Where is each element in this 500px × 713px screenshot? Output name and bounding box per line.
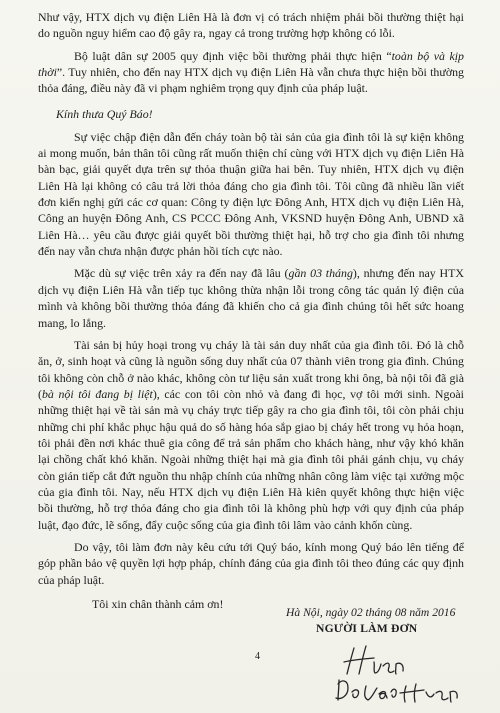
civil-code-text-a: Bộ luật dân sự 2005 quy định việc bồi thường phải thực hiện “	[74, 48, 392, 63]
paragraph-civil-code	[38, 48, 464, 97]
duration-italic: gần 03 tháng	[288, 266, 353, 281]
place-date: Hà Nội, ngày 02 tháng 08 năm 2016	[286, 606, 456, 619]
paragraph-duration	[38, 265, 464, 330]
civil-code-text-b: ”. Tuy nhiên, cho đến nay HTX dịch vụ điện Liên Hà vẫn chưa thực hiện bồi thường thỏa đáng, điều này đã vi phạm nghiêm trọng quy định của pháp luật.	[38, 65, 464, 96]
damages-italic: bà nội tôi đang bị liệt	[41, 386, 153, 401]
thanks-line: Tôi xin chân thành cảm ơn!	[92, 597, 224, 611]
paragraph-liability: Như vậy, HTX dịch vụ điện Liên Hà là đơn vị có trách nhiệm phải bồi thường thiệt hại do nguồn nguy hiểm cao độ gây ra, ngay cả trong trường hợp không có lỗi.	[38, 10, 464, 41]
damages-text-a: Tài sản bị hủy hoại trong vụ cháy là tài sản duy nhất của gia đình tôi. Đó là chỗ ăn, ở, sinh hoạt và cũng là nguồn sống duy nhất của 07 thành viên trong gia đình. Chúng tôi không còn chỗ ở nào khác, không còn tư liệu sản xuất trong khi ông, bà nội tôi đã già (	[38, 337, 464, 401]
greeting: Kính thưa Quý Báo!	[56, 106, 153, 121]
handwritten-signature	[330, 640, 480, 710]
duration-text-b: ), nhưng đến nay HTX dịch vụ điện Liên Hà vẫn tiếp tục không thừa nhận lỗi trong công tác quản lý điện của mình và không bồi thường thỏa đáng đã khiến cho cả gia đình chúng tôi hết sức hoang mang, lo lắng.	[38, 266, 464, 330]
duration-text-a: Mặc dù sự việc trên xảy ra đến nay đã lâu (	[74, 266, 289, 281]
paragraph-request: Do vậy, tôi làm đơn này kêu cứu tới Quý báo, kính mong Quý báo lên tiếng để góp phần bảo vệ quyền lợi hợp pháp, chính đáng của gia đình tôi theo đúng các quy định của pháp luật.	[38, 539, 464, 587]
signer-title: NGƯỜI LÀM ĐƠN	[316, 622, 418, 635]
paragraph-incident: Sự việc chập điện dẫn đến cháy toàn bộ tài sản của gia đình tôi là sự kiện không ai mong muốn, bản thân tôi cũng rất muốn thiện chí cùng với HTX dịch vụ điện Liên Hà bàn bạc, giải quyết dựa trên sự thỏa thuận giữa hai bên. Tuy nhiên, HTX dịch vụ điện Liên Hà lại không có câu trả lời thỏa đáng cho gia đình tôi. Tôi cũng đã nhiều lần viết đơn kiến nghị gửi các cơ quan: Công ty điện lực Đông Anh, HTX dịch vụ điện Liên Hà, Công an huyện Đông Anh, CS PCCC Đông Anh, VKSND huyện Đông Anh, UBND xã Liên Hà… yêu cầu được giải quyết bồi thường thiệt hại, hỗ trợ cho gia đình tôi nhưng đến nay vẫn chưa nhận được phản hồi tích cực nào.	[38, 129, 464, 259]
civil-code-quote: toàn bộ và kịp thời	[38, 48, 464, 80]
damages-text-b: ), các con tôi còn nhỏ và đang đi học, vợ tôi mới sinh. Ngoài những thiệt hại về tài sản mà vụ cháy trực tiếp gây ra cho gia đình tôi, tôi còn phải chịu những chi phí khắc phục hậu quả do số hàng hóa sắp giao bị cháy hết trong vụ hỏa hoạn, tôi phải đền nơi khác thuê gia công để trả sản phẩm cho khách hàng, như vậy khó khăn lại chồng chất khó khăn. Ngoài những thiệt hại mà gia đình tôi phải gánh chịu, vụ cháy còn gián tiếp cắt đứt nguồn thu nhập chính của những nhân công làm việc tại xưởng mộc của gia đình tôi. Nay, nếu HTX dịch vụ điện Liên Hà kiên quyết không thực hiện việc bồi thường, hỗ trợ thỏa đáng cho gia đình tôi là không phù hợp với quy định của pháp luật, đạo đức, lẽ sống, đẩy cuộc sống của gia đình tôi lâm vào cảnh khốn cùng.	[38, 386, 464, 532]
paragraph-damages	[38, 337, 464, 533]
page-number: 4	[255, 651, 260, 662]
